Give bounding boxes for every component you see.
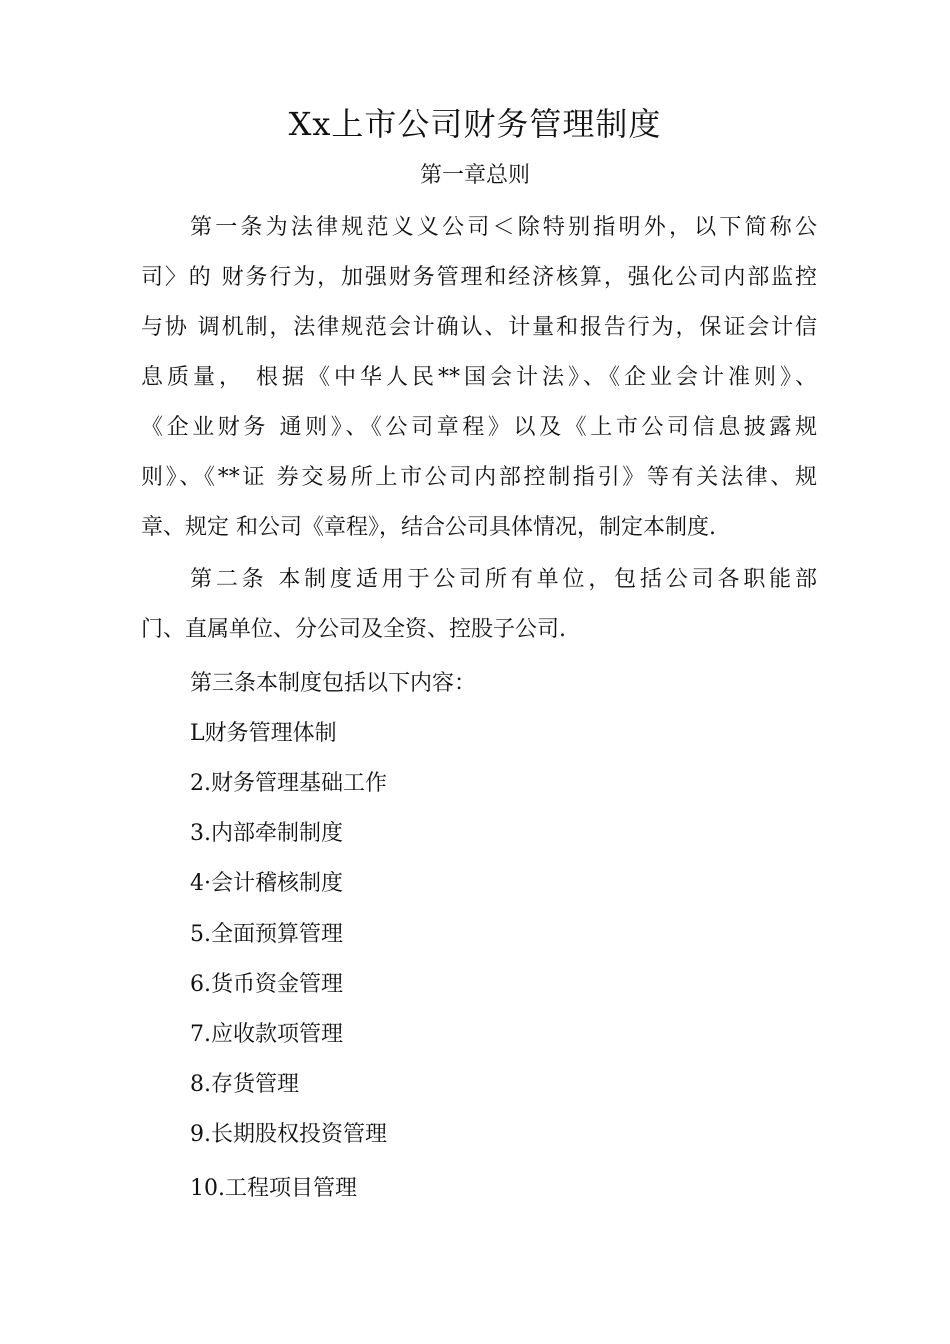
contents-list-item: 4·会计稽核制度 (190, 871, 343, 896)
article-1-line: 司〉的 财务行为，加强财务管理和经济核算，强化公司内部监控 (141, 265, 817, 290)
contents-list-item: 5.全面预算管理 (190, 922, 343, 947)
article-1-line: 息质量， 根据《中华人民**国会计法》、《企业会计准则》、 (141, 365, 817, 390)
document-title: Xx上市公司财务管理制度 (288, 105, 662, 143)
article-2-line: 第二条 本制度适用于公司所有单位，包括公司各职能部 (190, 567, 817, 592)
contents-list-item: 6.货币资金管理 (190, 972, 343, 997)
contents-list-item: 9.长期股权投资管理 (190, 1122, 387, 1147)
article-1-line: 则》、《**证 券交易所上市公司内部控制指引》等有关法律、规 (141, 465, 817, 490)
article-1-line: 《企业财务 通则》、《公司章程》以及《上市公司信息披露规 (141, 415, 817, 440)
article-3-intro: 第三条本制度包括以下内容： (190, 671, 477, 696)
article-1-line: 第一条为法律规范义义公司＜除特别指明外，以下简称公 (190, 215, 817, 240)
contents-list-item: 8.存货管理 (190, 1072, 299, 1097)
article-2-line: 门、直属单位、分公司及全资、控股子公司. (141, 617, 566, 642)
contents-list-item: 10.工程项目管理 (190, 1176, 357, 1201)
contents-list-item: 7.应收款项管理 (190, 1022, 343, 1047)
contents-list-item: 3.内部牵制制度 (190, 821, 343, 846)
article-1-line: 章、规定 和公司《章程》，结合公司具体情况，制定本制度. (141, 515, 716, 540)
contents-list-item: 2.财务管理基础工作 (190, 771, 387, 796)
article-1-line: 与协 调机制，法律规范会计确认、计量和报告行为，保证会计信 (141, 315, 817, 340)
contents-list-item: L财务管理体制 (190, 721, 337, 746)
chapter-title: 第一章总则 (419, 163, 530, 188)
